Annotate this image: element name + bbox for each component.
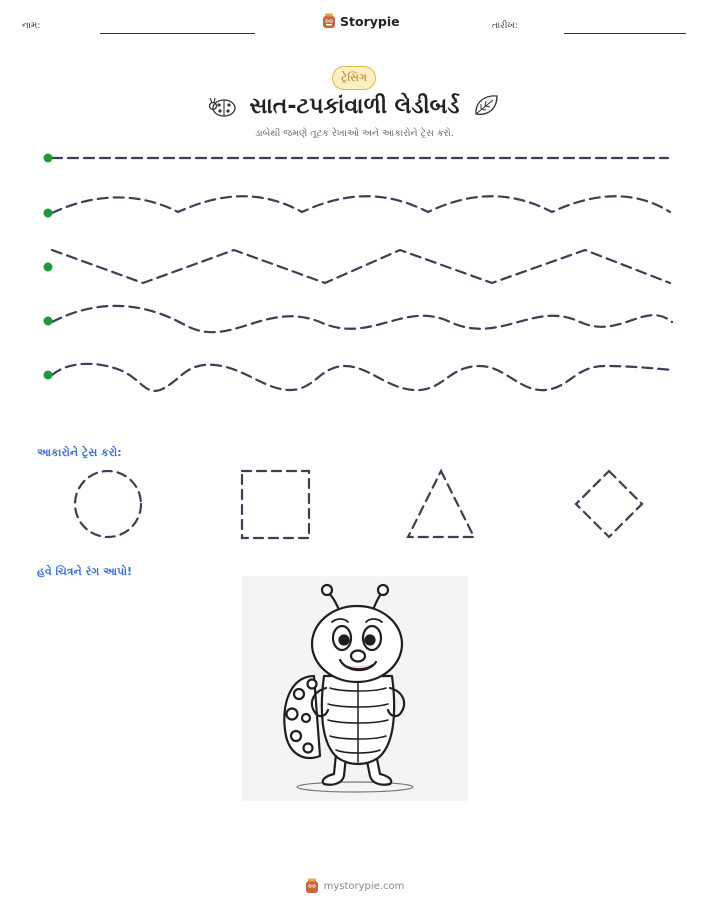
shapes-section-label: આકારોને ટ્રેસ કરો: (37, 446, 122, 459)
start-dot (44, 154, 53, 163)
trace-shape-diamond[interactable] (576, 471, 642, 537)
coloring-picture[interactable] (242, 576, 468, 801)
trace-shape-circle[interactable] (75, 471, 141, 537)
ladybug-illustration (242, 576, 468, 801)
trace-shape-triangle[interactable] (408, 471, 474, 537)
footer (0, 878, 709, 894)
instructions: ડાબેથી જમણે તૂટક રેખાઓ અને આકારોને ટ્રેસ કરો. (255, 128, 454, 139)
coloring-section-label: હવે ચિત્રને રંગ આપો! (37, 565, 133, 578)
trace-lines (0, 0, 709, 420)
trace-line-bumpy-wave[interactable] (52, 364, 672, 391)
storypie-mascot-icon (305, 878, 319, 894)
start-dot (44, 263, 53, 272)
trace-line-wave[interactable] (52, 306, 672, 332)
brand-name: Storypie (340, 13, 400, 29)
start-dot (44, 371, 53, 380)
trace-line-smooth-wave[interactable] (52, 196, 670, 213)
start-dot (44, 209, 53, 218)
trace-line-zigzag[interactable] (52, 250, 670, 283)
trace-shape-square[interactable] (242, 471, 309, 538)
name-label: નામ: (22, 21, 41, 31)
date-label: તારીખ: (492, 21, 518, 31)
start-dot (44, 317, 53, 326)
page-title: સાત-ટપકાંવાળી લેડીબર્ડ (249, 93, 460, 119)
trace-shapes (0, 460, 709, 550)
footer-site[interactable]: mystorypie.com (323, 880, 405, 892)
tracing-badge: ટ્રેસિંગ (332, 66, 376, 90)
